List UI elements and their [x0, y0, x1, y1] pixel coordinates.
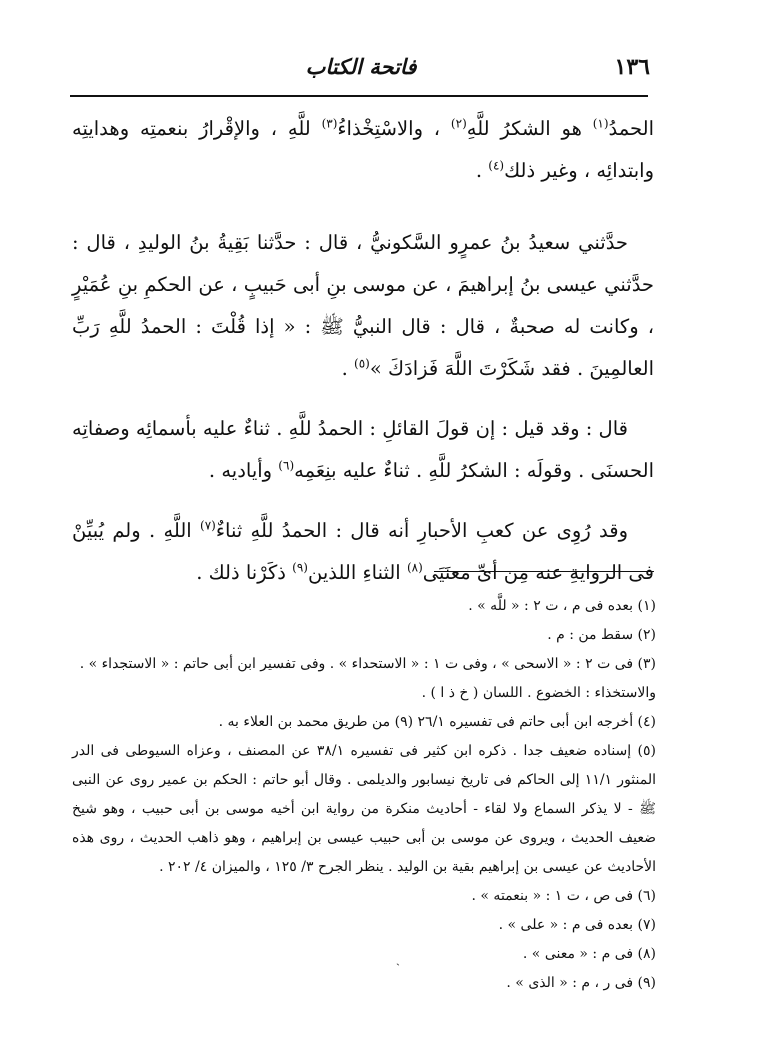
footnote-7: (٧) بعده فى م : « على » . — [498, 917, 656, 933]
text-run: الحمدُ — [608, 117, 654, 140]
text-run: . — [475, 159, 489, 182]
running-title: فاتحة الكتاب — [305, 54, 417, 79]
text-run: قال : وقد قيل : إن قولَ القائلِ : الحمدُ للَّهِ . ثناءٌ عليه بأسمائِه وصفاتِه الحسنَى . وقولَه : الشكرُ للَّهِ . ثناءٌ عليه بنِعَمِه — [72, 417, 654, 482]
text-run: الثناءِ اللذين — [307, 561, 407, 584]
header-rule — [70, 95, 648, 97]
paragraph-4 — [72, 510, 654, 594]
footnote-ref: (٩) — [292, 560, 308, 575]
text-run: اللَّهِ . ولم يُبيِّنْ فى الروايةِ عنه مِن أىِّ معنَيَى — [72, 519, 654, 584]
footnote-ref: (٣) — [321, 116, 338, 131]
text-run: ، والاسْتِخْذاءُ — [337, 117, 451, 140]
footnote-ref: (٢) — [450, 116, 467, 131]
footnotes — [72, 592, 656, 998]
text-run: ذكَرْنا ذلك . — [196, 561, 293, 584]
footnote-1: (١) بعده فى م ، ت ٢ : « للَّه » . — [468, 598, 656, 614]
footnote-3: (٣) فى ت ٢ : « الاسحى » ، وفى ت ١ : « الاستحداء » . وفى تفسير ابن أبى حاتم : « الاستجداء » . — [79, 656, 656, 672]
page-header — [72, 52, 650, 92]
footnote-2: (٢) سقط من : م . — [547, 627, 656, 643]
footnote-6: (٦) فى ص ، ت ١ : « بنعمته » . — [471, 888, 656, 904]
footnote-ref: (١) — [592, 116, 609, 131]
footnote-ref: (٥) — [354, 356, 370, 371]
page-number: ١٣٦ — [614, 54, 650, 80]
paragraph-3 — [72, 408, 654, 492]
footnote-3-continued: والاستخذاء : الخضوع . اللسان ( خ ذ ا ) . — [421, 685, 656, 701]
text-run: حدَّثني سعيدُ بنُ عمرٍو السَّكونيُّ ، قال : حدَّثنا بَقِيةُ بنُ الوليدِ ، قال : حدَّثني عيسى بنُ إبراهيمَ ، عن موسى بنِ أبى حَبيبٍ ، عن الحكمِ بنِ عُمَيْرٍ ، وكانت له صحبةٌ ، قال : قال النبيُّ ﷺ : « إذا قُلْتَ : الحمدُ للَّهِ رَبِّ العالمِينَ . فقد شَكَرْتَ اللَّهَ فَزادَكَ » — [72, 231, 654, 380]
text-run: وقد رُوِى عن كعبِ الأحبارِ أنه قال : الحمدُ للَّهِ ثناءٌ — [215, 519, 628, 542]
text-run: هو الشكرُ للَّهِ — [466, 117, 593, 140]
footnote-ref: (٧) — [200, 518, 216, 533]
main-text — [72, 108, 654, 612]
text-run: وأياديه . — [208, 459, 279, 482]
footnote-ref: (٦) — [278, 458, 295, 473]
stray-ink-mark: ˎ — [396, 952, 400, 966]
footnote-4: (٤) أخرجه ابن أبى حاتم فى تفسيره ٢٦/١ (٩) من طريق محمد بن العلاء به . — [218, 714, 656, 730]
text-run: للَّهِ ، والإقْرارُ بنعمتِه وهدايتِه وابتدائِه ، وغير ذلك — [72, 117, 654, 182]
paragraph-2 — [72, 222, 654, 390]
paragraph-1 — [72, 108, 654, 192]
footnote-8: (٨) فى م : « معنى » . — [522, 946, 656, 962]
footnote-rule — [434, 571, 654, 572]
footnote-ref: (٤) — [488, 158, 505, 173]
footnote-5: (٥) إسناده ضعيف جدا . ذكره ابن كثير فى تفسيره ٣٨/١ عن المصنف ، وعزاه السيوطى فى الدر المنثور ١١/١ إلى الحاكم فى تاريخ نيسابور والديلمى . وقال أبو حاتم : الحكم بن عمير روى عن النبى ﷺ - لا يذكر السماع ولا لقاء - أحاديث منكرة من رواية ابن أخيه موسى بن أبى حبيب ، وهو شيخ ضعيف الحديث ، ويروى عن موسى بن أبى حبيب عيسى بن إبراهيم ، وهو ذاهب الحديث ، روى هذه الأحاديث عن عيسى بن إبراهيم بقية بن الوليد . ينظر الجرح ٣/ ١٢٥ ، والميزان ٤/ ٢٠٢ . — [72, 743, 656, 875]
text-run: . — [341, 357, 355, 380]
footnote-ref: (٨) — [406, 560, 423, 575]
footnote-9: (٩) فى ر ، م : « الذى » . — [506, 975, 656, 991]
